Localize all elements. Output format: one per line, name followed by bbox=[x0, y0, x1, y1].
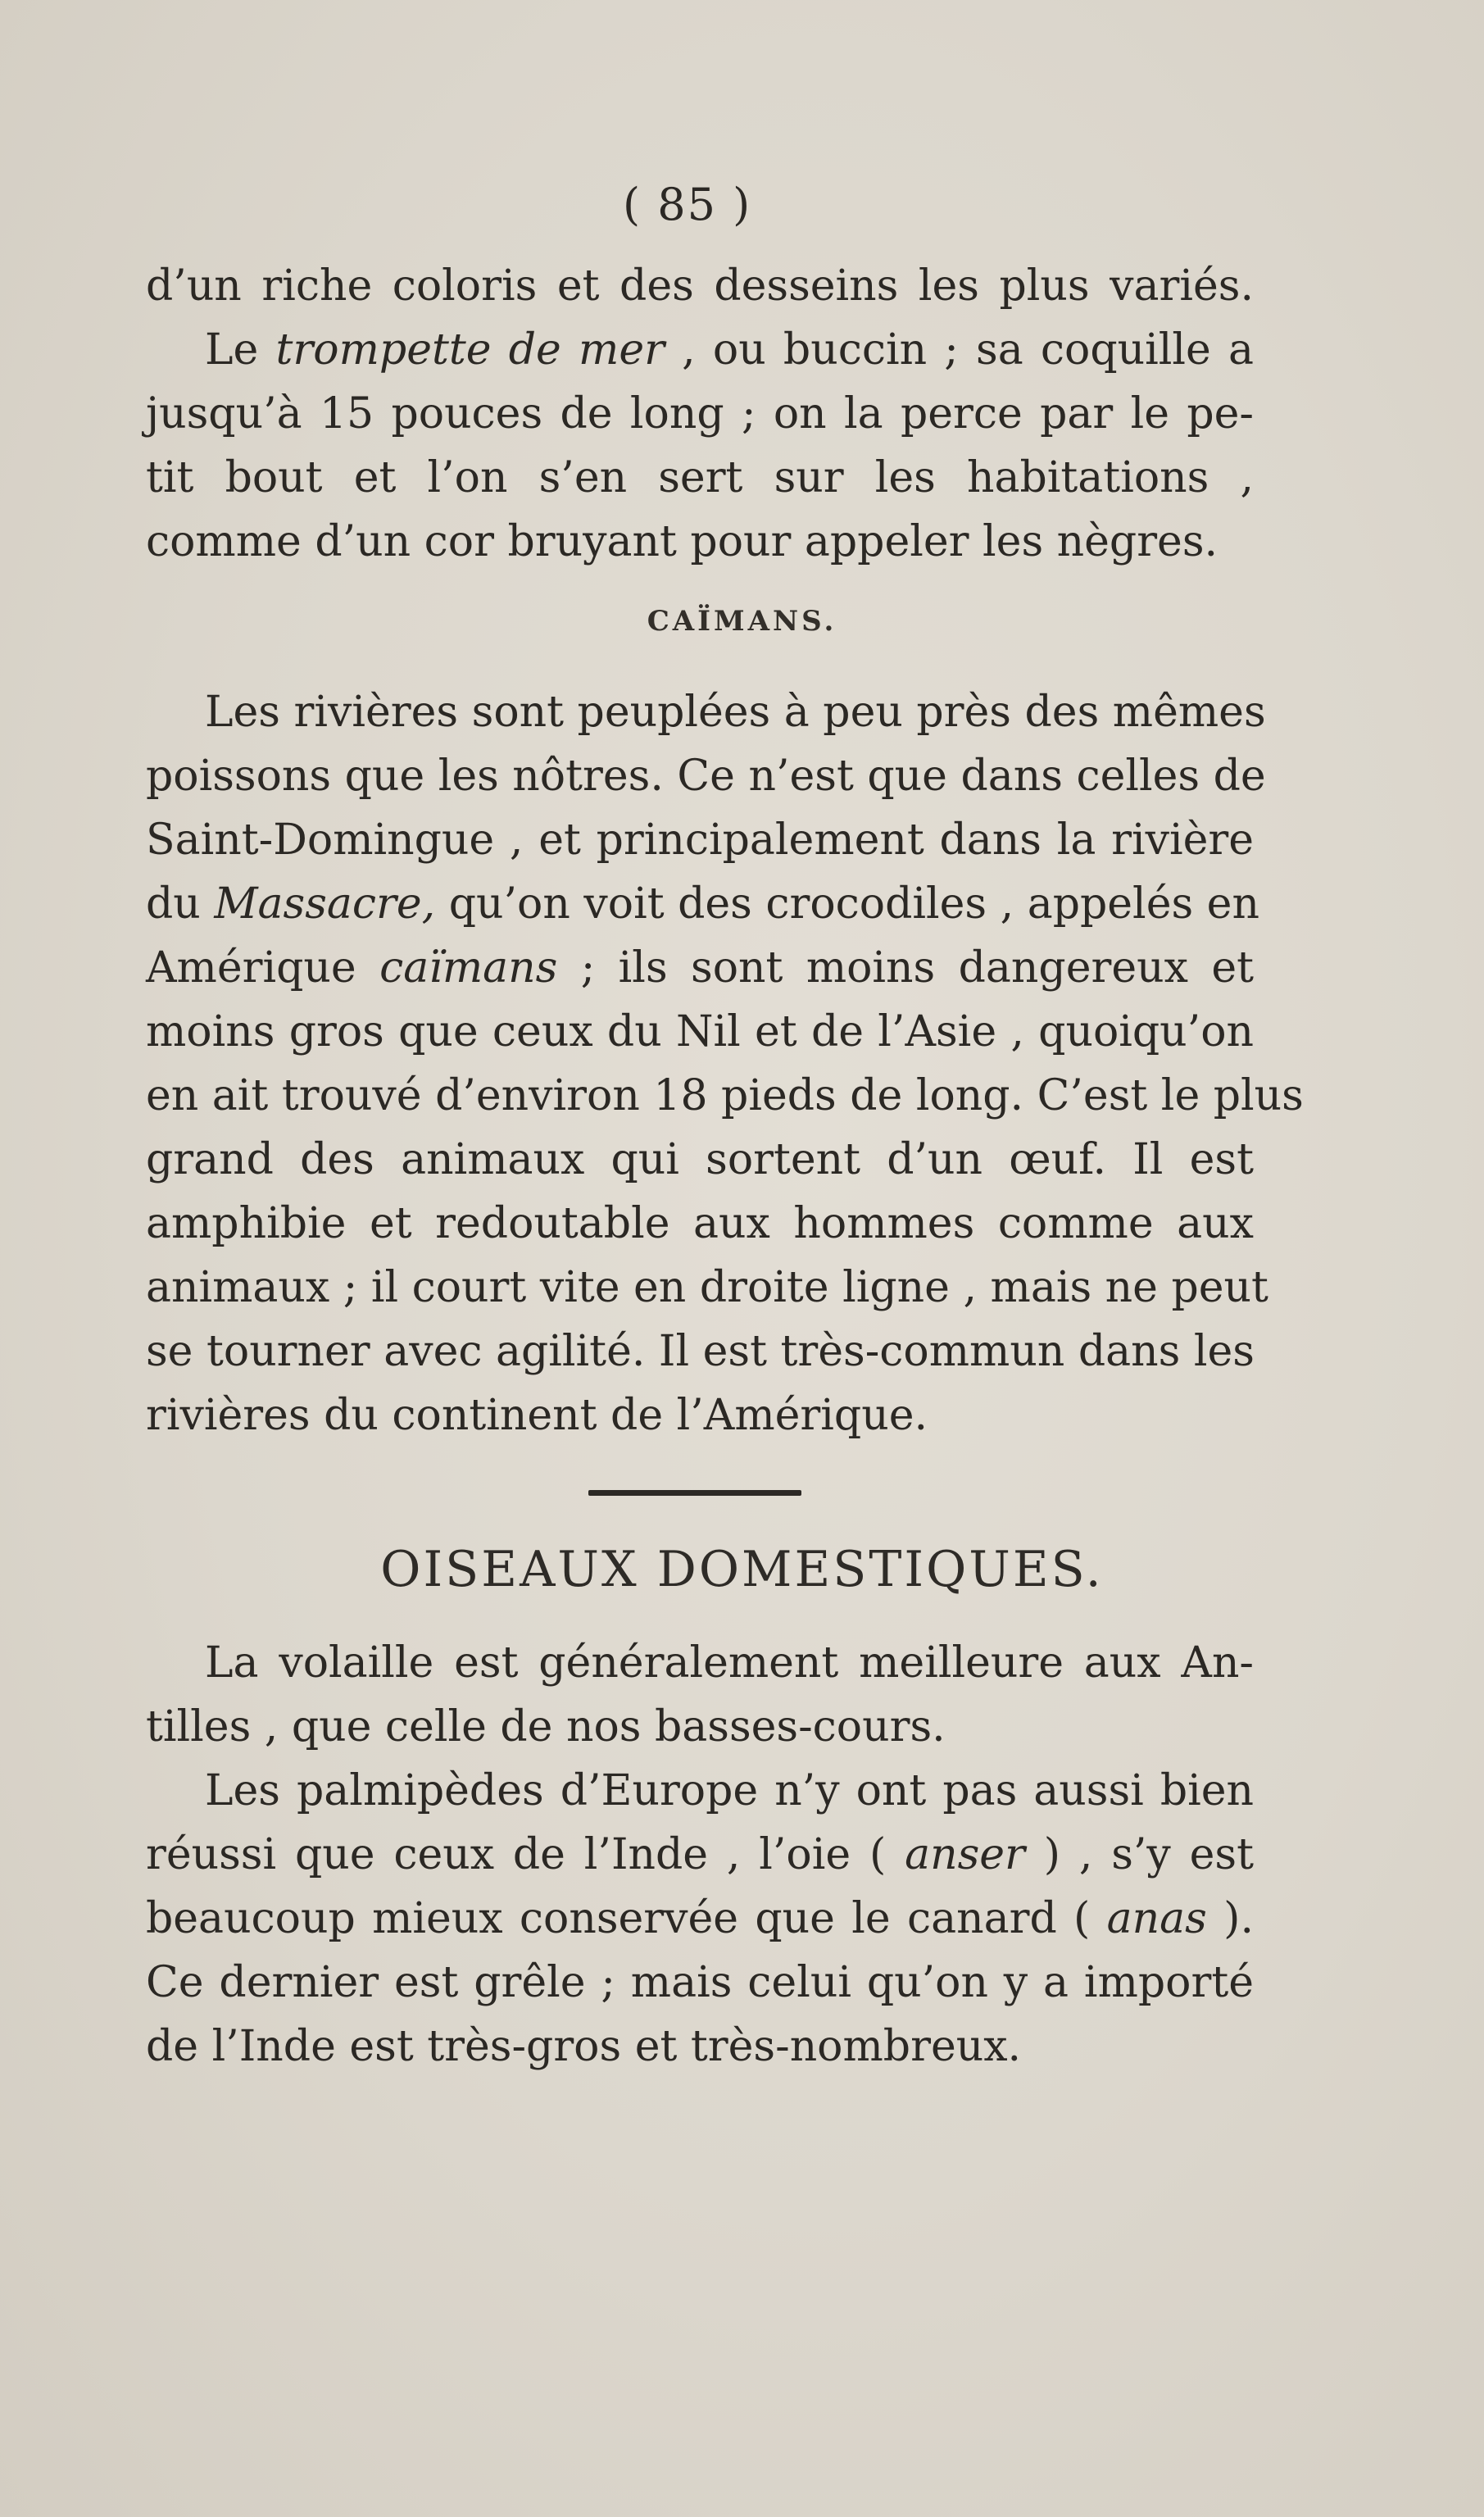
text-line: tit bout et l’on s’en sert sur les habitations , bbox=[146, 453, 1254, 502]
page-number: ( 85 ) bbox=[623, 179, 752, 230]
italic-term: anser bbox=[905, 1830, 1025, 1879]
text-line: réussi que ceux de l’Inde , l’oie ( anser ) , s’y est bbox=[146, 1830, 1254, 1879]
text-line: grand des animaux qui sortent d’un œuf. Il est bbox=[146, 1135, 1254, 1184]
text-line: tilles , que celle de nos basses-cours. bbox=[146, 1702, 946, 1751]
text-line: en ait trouvé d’environ 18 pieds de long. C’est le plus bbox=[146, 1071, 1304, 1120]
italic-term: Massacre, bbox=[214, 879, 436, 929]
text-line: jusqu’à 15 pouces de long ; on la perce par le pe- bbox=[146, 389, 1254, 438]
text-line: Le trompette de mer , ou buccin ; sa coquille a bbox=[205, 325, 1254, 375]
italic-term: anas bbox=[1106, 1894, 1207, 1943]
text-line: du Massacre, qu’on voit des crocodiles , appelés en bbox=[146, 879, 1259, 929]
text-line: moins gros que ceux du Nil et de l’Asie , quoiqu’on bbox=[146, 1007, 1254, 1056]
italic-term: trompette de mer bbox=[275, 325, 665, 375]
paragraph-oiseaux bbox=[146, 1631, 1254, 2079]
text-line: Les palmipèdes d’Europe n’y ont pas aussi bien bbox=[205, 1766, 1254, 1815]
text-line: Les rivières sont peuplées à peu près des mêmes bbox=[205, 688, 1266, 737]
text-line: comme d’un cor bruyant pour appeler les nègres. bbox=[146, 517, 1219, 566]
text-line: animaux ; il court vite en droite ligne , mais ne peut bbox=[146, 1263, 1268, 1312]
text-line: beaucoup mieux conservée que le canard ( anas ). bbox=[146, 1894, 1254, 1943]
text-line: Amérique caïmans ; ils sont moins dangereux et bbox=[146, 943, 1255, 993]
text-line: amphibie et redoutable aux hommes comme aux bbox=[146, 1199, 1254, 1248]
text-line: Ce dernier est grêle ; mais celui qu’on y a importé bbox=[146, 1958, 1254, 2007]
text-line: d’un riche coloris et des desseins les plus variés. bbox=[146, 261, 1254, 311]
text-line: rivières du continent de l’Amérique. bbox=[146, 1391, 928, 1440]
paragraph-shells bbox=[146, 254, 1254, 574]
section-divider bbox=[588, 1490, 801, 1496]
heading-oiseaux-domestiques: OISEAUX DOMESTIQUES. bbox=[380, 1541, 1104, 1598]
text-line: Saint-Domingue , et principalement dans la rivière bbox=[146, 816, 1254, 865]
italic-term: caïmans bbox=[379, 943, 558, 993]
text-line: La volaille est généralement meilleure aux An- bbox=[205, 1638, 1254, 1688]
text-line: poissons que les nôtres. Ce n’est que dans celles de bbox=[146, 752, 1266, 801]
heading-caimans: CAÏMANS. bbox=[647, 605, 837, 638]
text-line: de l’Inde est très-gros et très-nombreux. bbox=[146, 2022, 1022, 2071]
text-line: se tourner avec agilité. Il est très-commun dans les bbox=[146, 1327, 1255, 1376]
paragraph-caimans bbox=[146, 680, 1304, 1447]
